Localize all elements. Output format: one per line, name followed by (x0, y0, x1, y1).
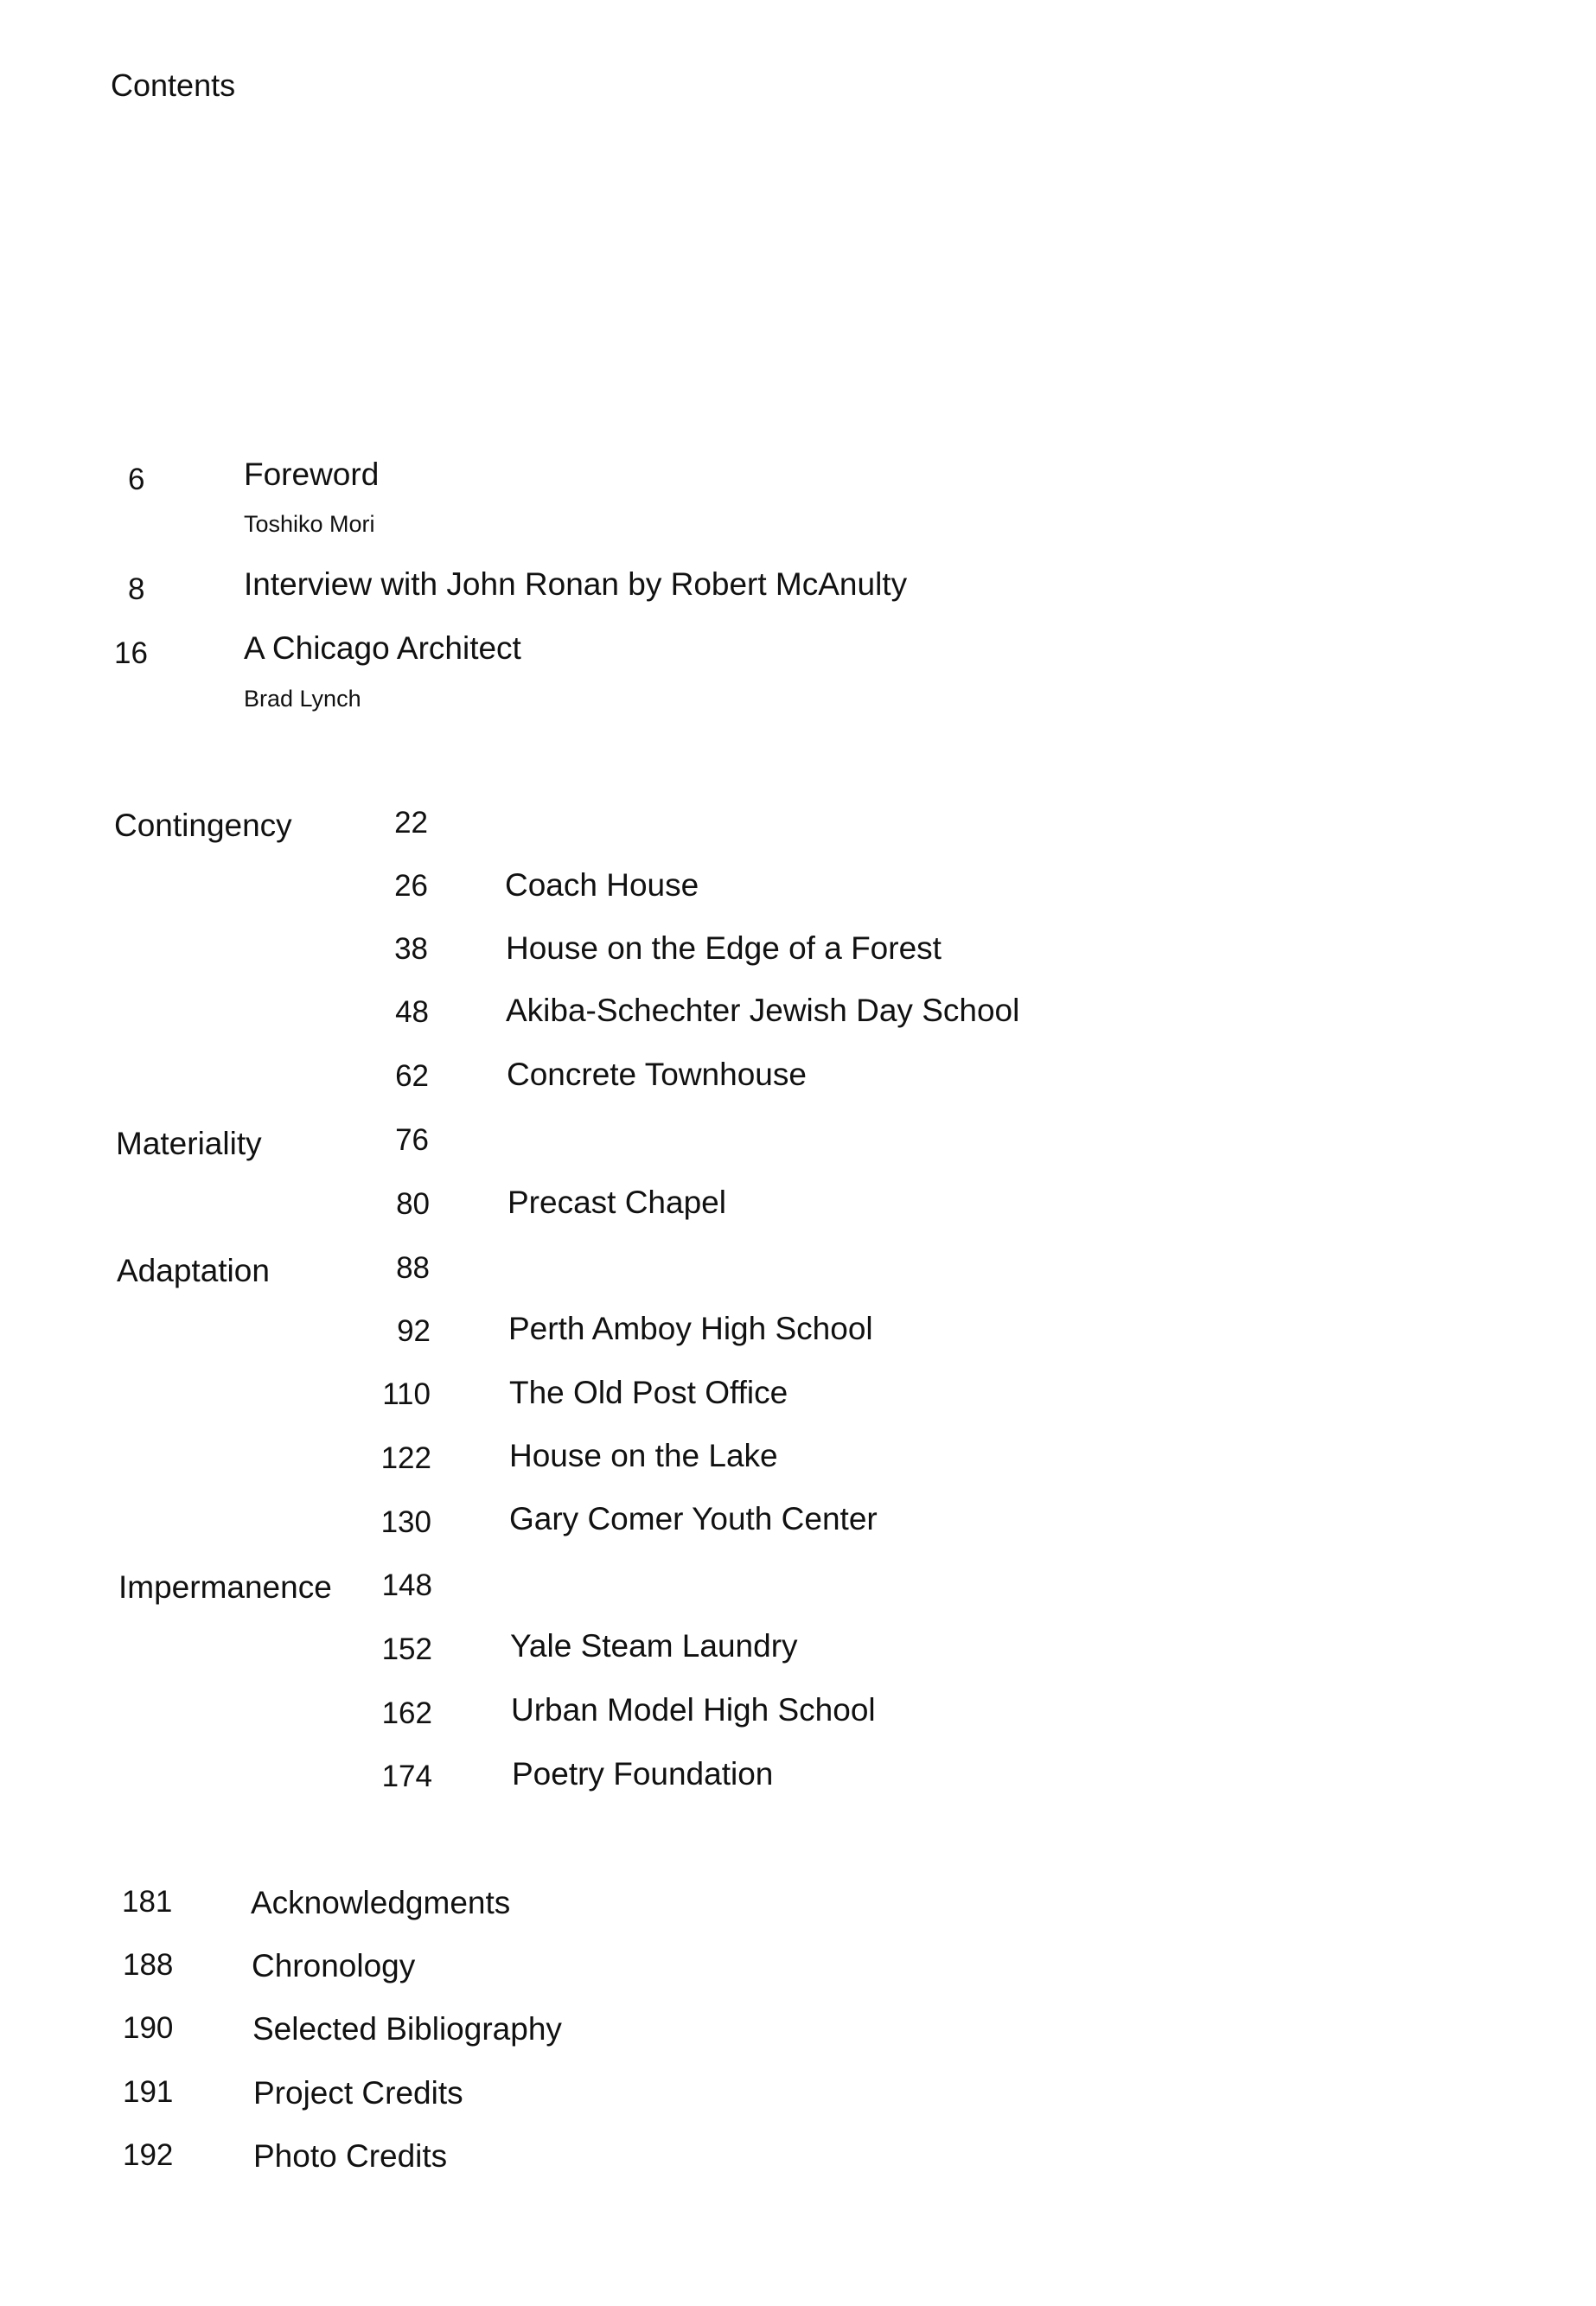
project-page-number: 174 (381, 1760, 432, 1793)
project-title-link[interactable]: Coach House (505, 867, 699, 903)
project-page-number: 152 (381, 1632, 432, 1666)
project-page-number: 80 (396, 1187, 430, 1221)
section-name[interactable]: Materiality (116, 1126, 262, 1161)
project-title-link[interactable]: House on the Edge of a Forest (506, 930, 942, 966)
project-title-link[interactable]: Precast Chapel (508, 1185, 726, 1220)
intro-page-number: 16 (114, 636, 148, 670)
project-title-link[interactable]: Urban Model High School (511, 1692, 876, 1728)
project-title-link[interactable]: Gary Comer Youth Center (509, 1501, 878, 1536)
project-title-link[interactable]: Concrete Townhouse (507, 1057, 807, 1092)
project-page-number: 110 (382, 1377, 431, 1411)
project-title-link[interactable]: Perth Amboy High School (508, 1311, 873, 1346)
project-page-number: 48 (395, 995, 429, 1029)
project-page-number: 130 (380, 1505, 431, 1539)
section-page-number: 88 (396, 1251, 430, 1285)
section-name[interactable]: Impermanence (118, 1569, 332, 1605)
section-page-number: 22 (394, 806, 428, 840)
section-name[interactable]: Adaptation (117, 1253, 270, 1288)
section-page-number: 148 (381, 1568, 432, 1602)
project-page-number: 92 (397, 1314, 431, 1348)
backmatter-title-link[interactable]: Project Credits (253, 2075, 463, 2111)
intro-title-link[interactable]: Foreword (244, 457, 380, 492)
project-title-link[interactable]: House on the Lake (509, 1438, 778, 1473)
backmatter-page-number: 190 (123, 2011, 174, 2045)
project-page-number: 62 (395, 1059, 429, 1093)
backmatter-page-number: 192 (123, 2138, 174, 2172)
backmatter-title-link[interactable]: Chronology (252, 1948, 416, 1983)
page-title: Contents (111, 67, 236, 103)
backmatter-title-link[interactable]: Photo Credits (253, 2138, 448, 2174)
section-name[interactable]: Contingency (114, 808, 292, 843)
project-page-number: 122 (380, 1441, 431, 1475)
backmatter-title-link[interactable]: Selected Bibliography (252, 2011, 562, 2047)
backmatter-title-link[interactable]: Acknowledgments (251, 1885, 511, 1920)
project-title-link[interactable]: The Old Post Office (509, 1375, 788, 1410)
intro-author: Brad Lynch (244, 686, 361, 712)
project-page-number: 162 (381, 1696, 432, 1730)
backmatter-page-number: 191 (123, 2075, 174, 2109)
project-page-number: 26 (394, 869, 428, 903)
intro-title-link[interactable]: Interview with John Ronan by Robert McAnulty (244, 566, 908, 602)
intro-page-number: 8 (128, 572, 145, 606)
backmatter-page-number: 188 (123, 1948, 174, 1982)
intro-author: Toshiko Mori (244, 511, 375, 537)
backmatter-page-number: 181 (122, 1885, 173, 1919)
section-page-number: 76 (395, 1123, 429, 1157)
intro-page-number: 6 (128, 463, 145, 496)
project-title-link[interactable]: Yale Steam Laundry (510, 1628, 798, 1664)
project-title-link[interactable]: Akiba-Schechter Jewish Day School (506, 993, 1020, 1028)
project-title-link[interactable]: Poetry Foundation (512, 1756, 774, 1792)
project-page-number: 38 (394, 932, 428, 966)
intro-title-link[interactable]: A Chicago Architect (244, 630, 521, 666)
